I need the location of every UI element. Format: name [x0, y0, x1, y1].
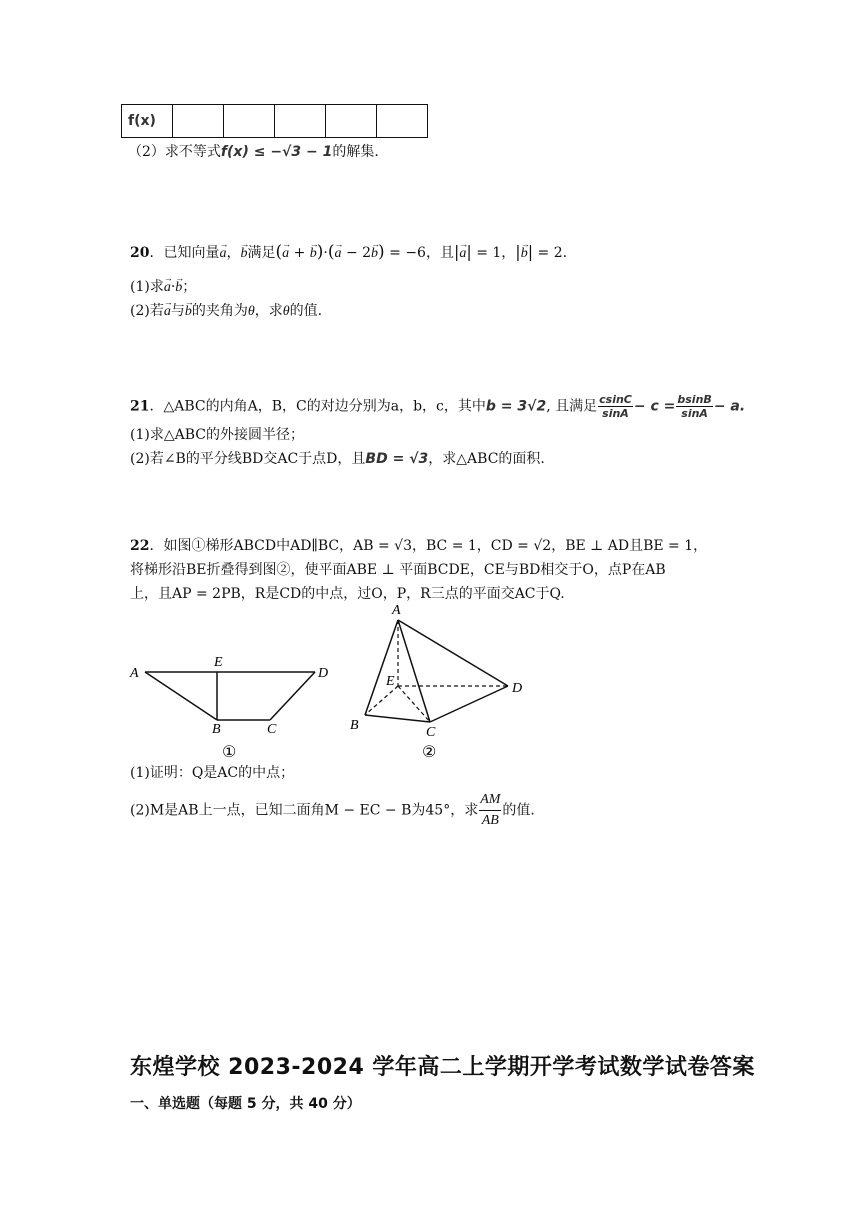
q22-part1: (1)证明：Q是AC的中点； [130, 765, 295, 781]
q21-part2: (2)若∠B的平分线BD交AC于点D，且BD = √3，求△ABC的面积. [130, 451, 545, 467]
q22-line1: 22．如图①梯形ABCD中AD∥BC，AB = √3，BC = 1，CD = √2，BE ⊥ AD且BE = 1， [130, 538, 708, 554]
fraction-am-ab: $\frac{AM}{AB}$ [480, 792, 501, 828]
q22-part2: (2)M是AB上一点，已知二面角M − EC − B为45°，求 $\frac{AM}{AB}$ 的值. [130, 790, 535, 831]
answer-title: 东煌学校 2023-2024 学年高二上学期开学考试数学试卷答案 [130, 1055, 755, 1080]
label-D: D [318, 666, 329, 681]
q22-line3: 上，且AP = 2PB，R是CD的中点，过O，P，R三点的平面交AC于Q. [130, 586, 565, 602]
question-number: 21 [130, 398, 150, 415]
figure-2-caption: ② [422, 744, 437, 761]
q21-stem: 21．△ABC的内角A，B，C的对边分别为a，b，c，其中b = 3√2, 且满足 $\frac{csinC}{\sin A}$ − c = $\frac{bsinB}{\sin A}$ − a. [130, 393, 746, 420]
table-cell [173, 105, 224, 138]
figure-2-solid [350, 603, 522, 761]
q20-part1: (1)求→ a·→ b； [130, 278, 196, 297]
label-D: D [512, 681, 523, 696]
label-C: C [426, 725, 436, 740]
q21-part1: (1)求△ABC的外接圆半径； [130, 427, 304, 443]
table-cell [326, 105, 377, 138]
label-B: B [212, 722, 221, 737]
label-C: C [267, 722, 277, 737]
q20-part2: (2)若→ a与→ b的夹角为θ，求θ的值. [130, 302, 322, 321]
q22-line2: 将梯形沿BE折叠得到图②，使平面ABE ⊥ 平面BCDE，CE与BD相交于O，点P在AB [130, 562, 666, 578]
section-heading: 一、单选题（每题 5 分，共 40 分） [130, 1096, 361, 1112]
label-E: E [214, 655, 223, 670]
inequality-formula: f(x) ≤ −√3 − 1 [220, 144, 333, 160]
table-cell [377, 105, 428, 138]
label-A: A [392, 603, 401, 618]
function-value-table [121, 104, 428, 138]
fraction: $\frac{csinC}{\sin A}$ [599, 393, 632, 420]
q20-stem: 20．已知向量→ a，→ b满足(→ a + → b)·(→ a − 2→ b) = −6，且|→ a| = 1，|→ b| = 2. [130, 243, 567, 263]
q19-part2: （2）求不等式f(x) ≤ −√3 − 1的解集. [128, 144, 379, 160]
figure-1-trapezoid [129, 655, 328, 761]
label-A: A [130, 666, 139, 681]
label-B: B [350, 718, 359, 733]
table-cell [224, 105, 275, 138]
table-row [122, 105, 428, 138]
table-cell [275, 105, 326, 138]
fraction: $\frac{bsinB}{\sin A}$ [677, 393, 712, 420]
question-number: 22 [130, 538, 150, 554]
figure-1-caption: ① [222, 744, 237, 761]
label-E: E [386, 674, 395, 689]
q22-figures [120, 600, 540, 765]
table-header-fx: f(x) [122, 105, 173, 138]
question-number: 20 [130, 245, 150, 261]
